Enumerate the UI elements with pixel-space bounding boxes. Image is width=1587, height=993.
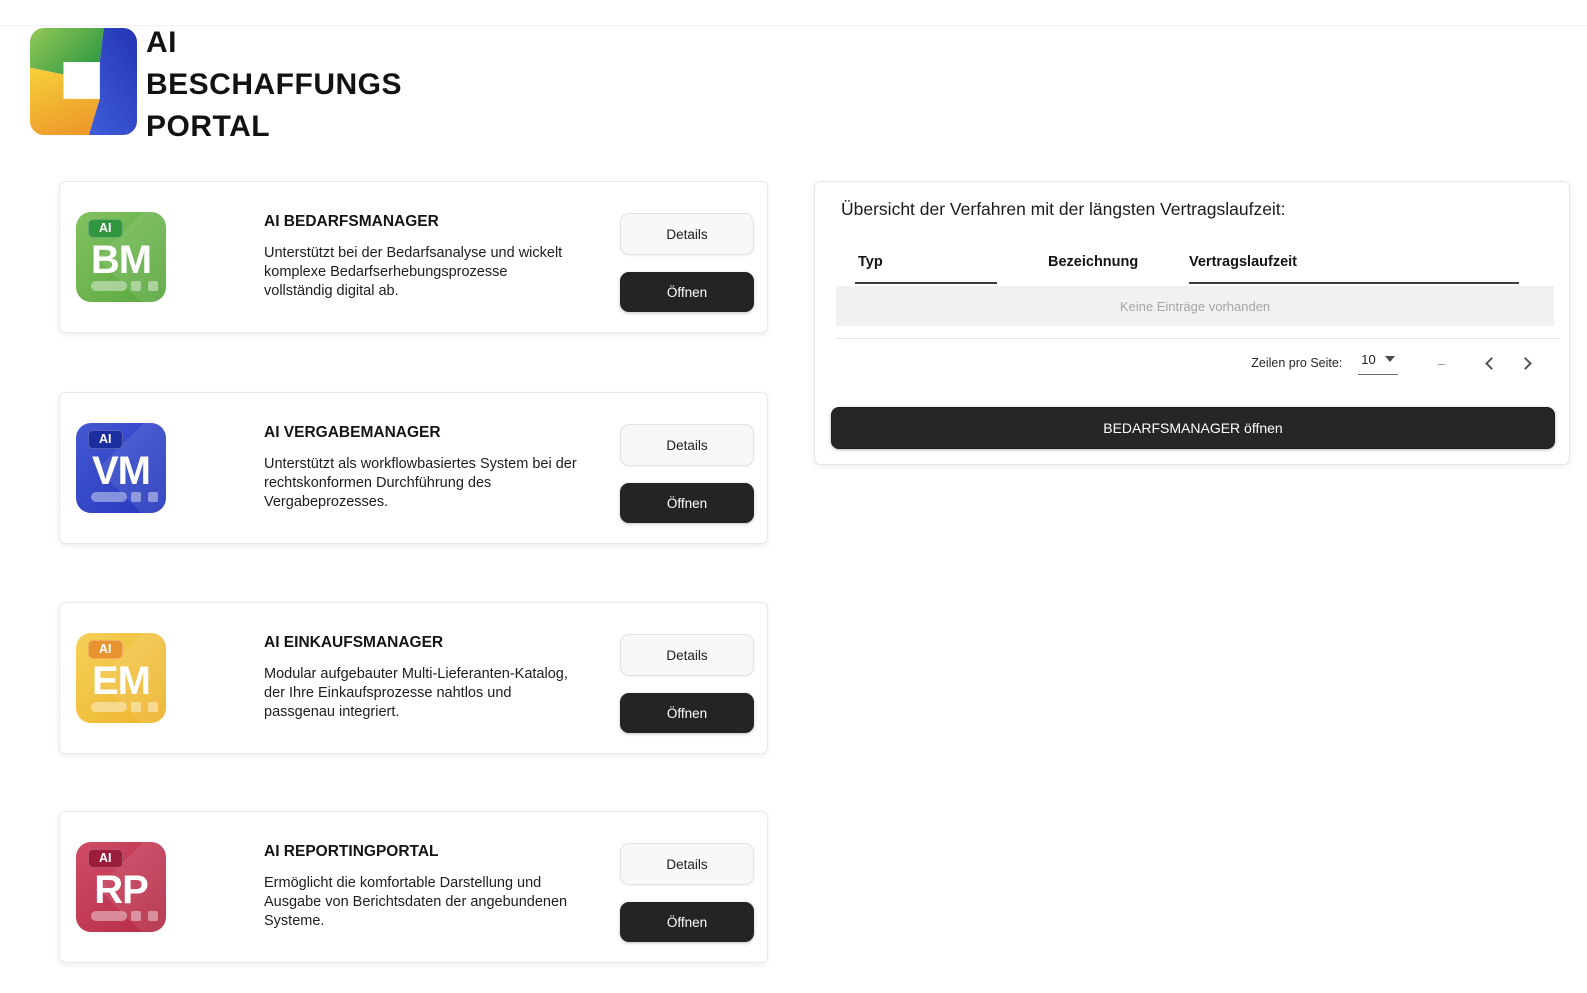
bedarfsmanager-app-icon: [76, 212, 166, 302]
app-card-vergabemanager: [59, 392, 768, 544]
icon-dot-decoration: [148, 702, 158, 712]
icon-dot-decoration: [131, 492, 141, 502]
column-header-vertragslaufzeit: Vertragslaufzeit: [1189, 254, 1519, 284]
app-title: AI VERGABEMANAGER: [264, 424, 441, 441]
rows-per-page-select[interactable]: [1358, 352, 1397, 375]
app-logo-icon: [30, 28, 137, 135]
einkaufsmanager-app-icon: [76, 633, 166, 723]
details-button-vergabemanager[interactable]: Details: [620, 424, 754, 466]
chevron-right-icon: [1519, 357, 1532, 370]
icon-letters: VM: [92, 449, 150, 493]
chevron-left-icon: [1485, 357, 1498, 370]
page-range-text: –: [1437, 355, 1445, 371]
icon-dot-decoration: [131, 281, 141, 291]
app-description: Unterstützt als workflowbasiertes System bei der rechtskonformen Durchführung des Vergabeprozesses.: [264, 456, 577, 510]
app-card-bedarfsmanager: [59, 181, 768, 333]
icon-dot-decoration: [131, 702, 141, 712]
icon-letters: EM: [92, 659, 150, 703]
icon-bar-decoration: [91, 702, 127, 712]
app-description: Modular aufgebauter Multi-Lieferanten-Katalog, der Ihre Einkaufsprozesse nahtlos und passgenau integriert.: [264, 666, 568, 720]
overview-panel: [814, 181, 1570, 465]
details-button-einkaufsmanager[interactable]: Details: [620, 634, 754, 676]
rows-per-page-value: 10: [1361, 351, 1376, 367]
ai-badge: AI: [88, 219, 123, 238]
next-page-button[interactable]: [1513, 351, 1537, 375]
pagination-divider: [836, 338, 1560, 339]
vergabemanager-app-icon: [76, 423, 166, 513]
reportingportal-app-icon: [76, 842, 166, 932]
brand-title-line3: PORTAL: [146, 110, 271, 143]
icon-bar-decoration: [91, 492, 127, 502]
rows-per-page-label: Zeilen pro Seite:: [1251, 356, 1343, 370]
icon-letters: RP: [94, 868, 148, 912]
open-bedarfsmanager-button[interactable]: BEDARFSMANAGER öffnen: [831, 407, 1555, 449]
brand-logo: [30, 26, 403, 143]
icon-dot-decoration: [148, 911, 158, 921]
brand-title-line2: BESCHAFFUNGS: [146, 68, 403, 101]
overview-title: Übersicht der Verfahren mit der längsten Vertragslaufzeit:: [841, 199, 1286, 219]
open-button-vergabemanager[interactable]: Öffnen: [620, 483, 754, 523]
app-title: AI EINKAUFSMANAGER: [264, 634, 444, 651]
app-card-einkaufsmanager: [59, 602, 768, 754]
ai-badge: AI: [88, 430, 123, 449]
icon-dot-decoration: [148, 281, 158, 291]
pagination-bar: [1251, 348, 1537, 378]
icon-dot-decoration: [131, 911, 141, 921]
app-description: Unterstützt bei der Bedarfsanalyse und wickelt komplexe Bedarfserhebungsprozesse vollständig digital ab.: [264, 245, 563, 299]
open-button-reportingportal[interactable]: Öffnen: [620, 902, 754, 942]
brand-title-line1: AI: [146, 26, 177, 59]
ai-badge: AI: [88, 849, 123, 868]
details-button-bedarfsmanager[interactable]: Details: [620, 213, 754, 255]
empty-state-row: Keine Einträge vorhanden: [836, 286, 1554, 326]
caret-down-icon: [1385, 356, 1395, 362]
icon-dot-decoration: [148, 492, 158, 502]
app-description: Ermöglicht die komfortable Darstellung und Ausgabe von Berichtsdaten der angebundenen Systeme.: [264, 875, 568, 929]
open-button-bedarfsmanager[interactable]: Öffnen: [620, 272, 754, 312]
previous-page-button[interactable]: [1479, 351, 1503, 375]
column-header-typ: Typ: [855, 254, 997, 284]
app-title: AI REPORTINGPORTAL: [264, 843, 439, 860]
column-header-bezeichnung: Bezeichnung: [1048, 254, 1139, 270]
brand-title: [146, 22, 402, 148]
app-card-reportingportal: [59, 811, 768, 963]
details-button-reportingportal[interactable]: Details: [620, 843, 754, 885]
ai-badge: AI: [88, 640, 123, 659]
open-button-einkaufsmanager[interactable]: Öffnen: [620, 693, 754, 733]
app-title: AI BEDARFSMANAGER: [264, 213, 439, 230]
icon-bar-decoration: [91, 911, 127, 921]
icon-letters: BM: [90, 238, 152, 282]
icon-bar-decoration: [91, 281, 127, 291]
